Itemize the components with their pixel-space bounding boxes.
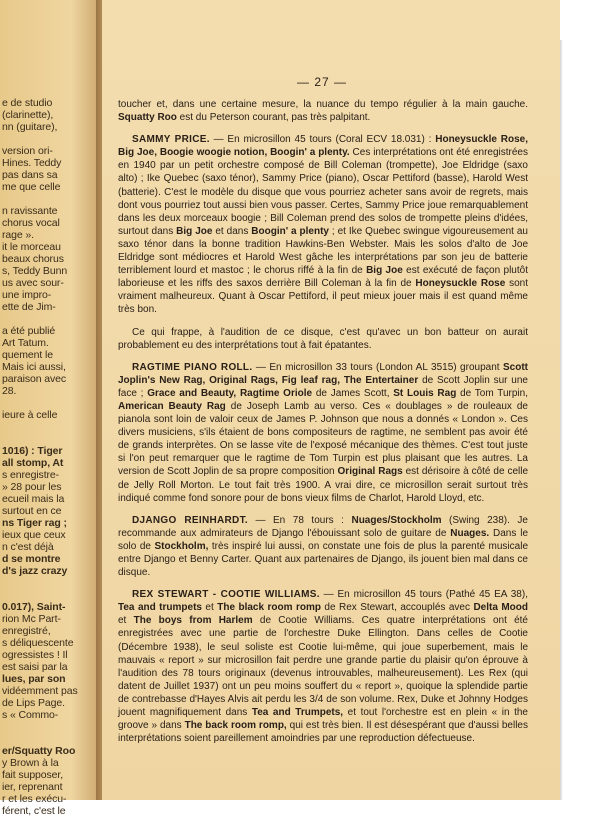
- left-page-line: paraison avec: [2, 373, 67, 385]
- left-page-line: pas dans sa: [2, 169, 58, 181]
- left-page-line: lues, par son: [2, 673, 66, 685]
- left-page-line: d se montre: [2, 553, 61, 565]
- heading-sammy-price: SAMMY PRICE.: [132, 134, 210, 146]
- left-page-line: Mais ici aussi,: [2, 361, 66, 373]
- left-page-line: s déliquescente: [2, 637, 74, 649]
- review-django: DJANGO REINHARDT. — En 78 tours : Nuages/Stockholm (Swing 238). Je recommande aux admirateurs de Django l'ébouissant solo de guitare de Nuages. Dans le solo de Stockholm, très inspiré lui aussi, on constate une fois de plus la parenté musicale entre Django et Benny Carter. Quant aux partenaires de Django, ils jouent bien mal dans ce disque.: [118, 514, 529, 579]
- left-page-line: ieux que ceux: [2, 529, 66, 541]
- page-edge-shadow: [560, 40, 563, 800]
- left-page-line: n c'est déjà: [2, 541, 54, 553]
- review-sammy-price: SAMMY PRICE. — En microsillon 45 tours (Coral ECV 18.031) : Honeysuckle Rose, Big Joe, Boogie woogie notion, Boogin' a plenty. Ces interprétations ont été enregistrées en 1940 par un petit orchestre composé de Bill Coleman (trompette), Joe Eldridge (saxo alto) ; Ike Quebec (saxo ténor), Sammy Price (piano), Oscar Pettiford (basse), Harold West (batterie). C'est le modèle du disque que vous pourriez acheter sans avoir de regrets, mais dont vous pourriez tout aussi bien vous passer. Certes, Sammy Price joue remarquablement dans les deux morceaux boogie ; Bill Coleman prend des solos de trompette pleins d'idées, surtout dans Big Joe et dans Boogin' a plenty ; et Ike Quebec swingue vigoureusement au saxo ténor dans la bonne tradition Hawkins-Ben Webster. Mais les solos d'alto de Joe Eldridge sont médiocres et Harold West gâche les interprétations par son jeu de batterie terriblement lourd et mastoc ; le chorus riffé à la fin de Big Joe est exécuté de façon plutôt laborieuse et les riffs des saxos derrière Bill Coleman à la fin de Honeysuckle Rose sont vraiment malheureux. Quant à Oscar Pettiford, il peut mieux jouer mais il est quand même très bon.: [118, 134, 528, 316]
- left-page-line: me que celle: [2, 181, 61, 193]
- left-page-line: fait supposer,: [2, 769, 64, 781]
- heading-rex-stewart: REX STEWART - COOTIE WILLIAMS.: [132, 589, 320, 601]
- left-page-line: enregistré,: [2, 625, 51, 637]
- left-page-line: version ori-: [2, 145, 53, 157]
- left-page-line: ecueil mais la: [2, 493, 65, 505]
- left-page-line: 1016) : Tiger: [2, 445, 63, 457]
- left-page-line: er/Squatty Roo: [2, 745, 76, 757]
- left-page-line: y Brown à la: [2, 757, 59, 769]
- left-page-line: d's jazz crazy: [2, 565, 68, 577]
- left-page-line: 0.017), Saint-: [2, 601, 66, 613]
- left-page: [0, 0, 102, 817]
- left-page-line: férent, c'est le: [2, 805, 66, 817]
- left-page-line: rion Mc Part-: [2, 613, 61, 625]
- left-page-line: e de studio: [2, 97, 53, 109]
- left-page-line: Hines. Teddy: [2, 157, 62, 169]
- right-page: [102, 0, 560, 800]
- page-number: — 27 —: [296, 75, 347, 89]
- heading-ragtime: RAGTIME PIANO ROLL.: [132, 361, 253, 373]
- left-page-line: ette de Jim-: [2, 301, 56, 313]
- review-sammy-price-conclusion: Ce qui frappe, à l'audition de ce disque, c'est qu'avec un bon batteur on aurait probablement eu des interprétations tout à fait épatantes.: [118, 326, 528, 351]
- left-page-line: vidéemment pas: [2, 685, 78, 697]
- review-rex-stewart: REX STEWART - COOTIE WILLIAMS. — En microsillon 45 tours (Pathé 45 EA 38), Tea and trumpets et The black room romp de Rex Stewart, accouplés avec Delta Mood et The boys from Harlem de Cootie Williams. Ces quatre interprétations ont été enregistrées avec une partie de l'orchestre Duke Ellington. Dans celles de Cootie (Décembre 1938), le seul soliste est Cootie lui-même, qui joue superbement, mais le mauvais « report » sur microsillon fait perdre une grande partie du plaisir qu'on éprouve à l'audition des 78 tours originaux (devenus introuvables, malheureusement). Les Rex (qui datent de Juillet 1937) ont un peu moins souffert du « report », quoique la splendide partie de contrebasse d'Hayes Alvis ait perdu les 3/4 de son volume. Rex, Duke et Johnny Hodges jouent magnifiquement dans Tea and Trumpets, et tout l'orchestre est en plein « in the groove » dans The back room romp, qui est très bien. Il est désespérant que d'aussi belles interprétations soient pareillement amoindries par une reproduction défectueuse.: [118, 589, 529, 745]
- left-page-line: surtout en ce: [2, 505, 62, 517]
- intro-paragraph: toucher et, dans une certaine mesure, la nuance du tempo régulier à la main gauche. Squatty Roo est du Peterson courant, pas très palpitant.: [118, 99, 528, 124]
- left-page-line: Art Tatum.: [2, 337, 49, 349]
- left-page-line: ieure à celle: [2, 409, 58, 421]
- left-page-line: nn (guitare),: [2, 121, 58, 133]
- left-page-line: une impro-: [2, 289, 52, 301]
- left-page-line: r et les exécu-: [2, 793, 67, 805]
- heading-django: DJANGO REINHARDT.: [132, 514, 248, 526]
- left-page-line: rage ».: [2, 229, 34, 241]
- left-page-line: beaux chorus: [2, 253, 64, 265]
- left-page-line: s « Commo-: [2, 709, 59, 721]
- left-page-line: est saisi par la: [2, 661, 68, 673]
- left-page-line: n ravissante: [2, 205, 58, 217]
- left-page-line: chorus vocal: [2, 217, 60, 229]
- left-page-line: a été publié: [2, 325, 56, 337]
- article-text: [118, 98, 528, 754]
- left-page-line: de Lips Page.: [2, 697, 65, 709]
- review-ragtime: RAGTIME PIANO ROLL. — En microsillon 33 tours (London AL 3515) groupant Scott Joplin's New Rag, Original Rags, Fig leaf rag, The Entertainer de Scott Joplin sur une face ; Grace and Beauty, Ragtime Oriole de James Scott, St Louis Rag de Tom Turpin, American Beauty Rag de Joseph Lamb au verso. Ces « doublages » de rouleaux de pianola sont loin de valoir ceux de James P. Johnson que nous a donnés « London ». Ces divers musiciens, s'ils étaient de bons compositeurs de ragtime, ne semblent pas avoir été de grands interprètes. On se lasse vite de l'exposé mécanique des thèmes. C'est tout juste si l'on peut remarquer que le ragtime de Tom Turpin est plus plaisant que les autres. La version de Scott Joplin de sa propre composition Original Rags est dérisoire à côté de celle de Jelly Roll Morton. Le tout fait très 1900. A vrai dire, ce microsillon serait surtout très indiqué comme fond sonore pour de bons vieux films de Charlot, Harold Lloyd, etc.: [118, 361, 529, 504]
- left-page-line: quement le: [2, 349, 53, 361]
- left-page-line: ogressistes ! Il: [2, 649, 68, 661]
- left-page-line: all stomp, At: [2, 457, 64, 469]
- left-page-line: 28.: [2, 385, 17, 397]
- left-page-line: us avec sour-: [2, 277, 64, 289]
- left-page-line: ier, reprenant: [2, 781, 63, 793]
- left-page-line: » 28 pour les: [2, 481, 62, 493]
- left-page-line: it le morceau: [2, 241, 61, 253]
- left-page-line: ns Tiger rag ;: [2, 517, 67, 529]
- left-page-line: s enregistre-: [2, 469, 60, 481]
- left-page-line: s, Teddy Bunn: [2, 265, 68, 277]
- left-page-line: (clarinette),: [2, 109, 54, 121]
